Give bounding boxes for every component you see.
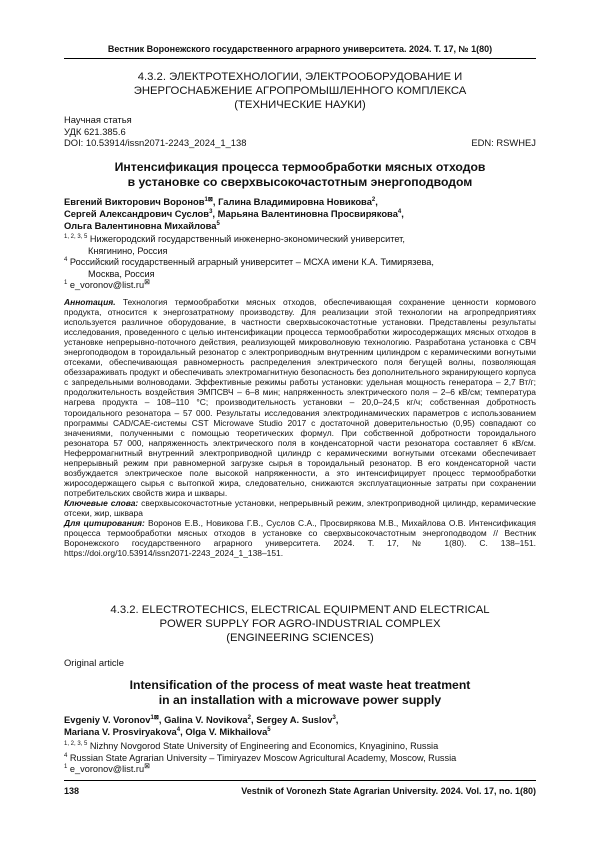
ru-affiliations: $^{1, 2, 3, 5}$ Нижегородский государственный инженерно-экономический университет, Княгинино, Россия $^4$ Российский государственный аграрный университет – МСХА имени К.А. Тимирязева, Москва, Россия $^1$ e_voronov@list.ru⊠ xyxy=(64,233,434,291)
cite-text: Воронов Е.В., Новикова Г.В., Суслов С.А., Просвирякова М.В., Михайлова О.В. Интенсификация процесса термообработки мясных отходов в установке со сверхвысокочастотным энергоподводом // Вестник Воронежского государственного аграрного университета. 2024. Т. 17, № 1(80). С. 138–151. https://doi.org/10.53914/issn2071-2243_2024_1_138–151. xyxy=(64,518,536,559)
ru-article-title: Интенсификация процесса термообработки мясных отходов в установке со сверхвысокочастотным энергоподводом xyxy=(114,160,486,189)
en-affiliations: $^{1, 2, 3, 5}$ Nizhny Novgorod State University of Engineering and Economics, Knyaginino, Russia $^4$ Russian State Agrarian University – Timiryazev Moscow Agricultural Academy, Moscow, Russia $^1$ e_voronov@list.ru⊠ xyxy=(64,740,457,775)
cite-label: Для цитирования: xyxy=(64,518,145,529)
author-sup: 3 xyxy=(209,208,213,215)
en-article-type: Original article xyxy=(64,657,124,668)
ru-article-meta xyxy=(64,114,536,149)
page-number: 138 xyxy=(64,786,80,796)
author-name: Сергей Александрович Суслов xyxy=(64,207,210,219)
author-name: Галина Владимировна Новикова xyxy=(218,196,372,207)
author-sup: 5 xyxy=(267,726,271,733)
author-name: Olga V. Mikhailova xyxy=(185,725,268,737)
running-header: Вестник Воронежского государственного аграрного университета. 2024. Т. 17, № 1(80) xyxy=(107,44,493,54)
author-sup: 1⊠ xyxy=(204,196,213,203)
en-authors: Evgeniy V. Voronov$^{1⊠}$, Galina V. Novikova$^2$, Sergey A. Suslov$^3$, Mariana V. Prosviryakova$^4$, Olga V. Mikhailova$^5$ xyxy=(64,714,339,737)
udc: УДК 621.385.6 xyxy=(64,125,126,137)
author-sup: 3 xyxy=(332,714,336,721)
envelope-icon: ⊠ xyxy=(144,279,150,287)
author-name: Марьяна Валентиновна Просвирякова xyxy=(217,207,398,219)
edn: EDN: RSWHEJ xyxy=(471,137,536,149)
ru-abstract xyxy=(64,297,536,558)
en-article-title: Intensification of the process of meat waste heat treatment in an installation with a microwave power supply xyxy=(129,678,471,707)
author-sup: 4 xyxy=(397,208,402,215)
author-name: Евгений Викторович Воронов xyxy=(64,196,205,207)
abstract-text: Технология термообработки мясных отходов, обеспечивающая сохранение ценности кормового продукта, относится к энергозатратному производству. Для реализации этой технологии на агропредприятиях используется различное оборудование, в частности сверхвысокочастотные установки. Представлены результаты исследования, проведенного с целью интенсификации процесса термообработки жиросодержащих мясных отходов в установке непрерывно-поточного действия, реализующей микроволновую технологию. Разработана установка с СВЧ энергоподводом в тороидальный резонатор с электроприводным внутренним цилиндром с керамическими вогнутыми отсеками, обеспечивающая равномерность распределения электрического поля бегущей волны, позволяющая обеззараживать продукт и обеспечивать электромагнитную безопасность без дополнительного экранирующего корпуса с запредельными волноводами. Эффективные режимы работы установки: удельная мощность генератора – 2,7 Вт/г; продолжительность воздействия ЭМПСВЧ – 6–8 мин; напряженность электрического поля – 2–6 кВ/см; температура нагрева продукта – 108–110 °С; производительность установки – 20,0–24,5 кг/ч; собственная добротность тороидального резонатора – 57 000. Результаты исследования электродинамических параметров с использованием программы CAD/CAE-системы CST Microwave Studio 2017 с достаточной доверительностью (0,95) совпадают со значениями, полученными с помощью теоретических формул. При собственной добротности тороидального резонатора 57 000, напряженность электрического поля в конденсаторной части резонатора составляет 6 кВ/см. Неферромагнитный внутренний электроприводной цилиндр с керамическими вогнутыми отсеками обеспечивает непрерывный режим при равномерной загрузке сырья в тороидальный резонатор. В его конденсаторной части возбуждается электрическое поле высокой напряженности, а это интенсифицирует процесс термообработки жиросодержащего сырья с вытопкой жира, следовательно, снижаются эксплуатационные затраты при сохранении потребительских свойств жира и шквары. xyxy=(64,297,536,498)
author-sup: 4 xyxy=(176,726,181,733)
keywords-label: Ключевые слова: xyxy=(64,497,139,508)
author-name: Mariana V. Prosviryakova xyxy=(64,725,177,737)
author-sup: 5 xyxy=(216,220,220,227)
author-email[interactable]: e_voronov@list.ru xyxy=(69,280,145,291)
en-section-heading: 4.3.2. ELECTROTECHICS, ELECTRICAL EQUIPMENT AND ELECTRICAL POWER SUPPLY FOR AGRO-INDUSTRIAL COMPLEX (ENGINEERING SCIENCES) xyxy=(110,604,490,644)
author-email[interactable]: e_voronov@list.ru xyxy=(69,764,145,775)
envelope-icon: ⊠ xyxy=(144,763,150,771)
footer-journal: Vestnik of Voronezh State Agrarian University. 2024. Vol. 17, no. 1(80) xyxy=(241,786,536,796)
author-sup: 1⊠ xyxy=(150,714,159,721)
footer-rule xyxy=(64,780,536,781)
ru-section-heading: 4.3.2. ЭЛЕКТРОТЕХНОЛОГИИ, ЭЛЕКТРООБОРУДОВАНИЕ И ЭНЕРГОСНАБЖЕНИЕ АГРОПРОМЫШЛЕННОГО КОМПЛЕКСА (ТЕХНИЧЕСКИЕ НАУКИ) xyxy=(133,71,467,111)
author-name: Galina V. Novikova xyxy=(164,714,248,725)
keywords-text: сверхвысокочастотные установки, непрерывный режим, электроприводной цилиндр, керамические отсеки, жир, шквара xyxy=(64,497,536,518)
author-sup: 2 xyxy=(371,196,376,203)
ru-authors: Евгений Викторович Воронов$^{1⊠}$, Галина Владимировна Новикова$^2$, Сергей Александрович Суслов$^3$, Марьяна Валентиновна Просвирякова$^4$, Ольга Валентиновна Михайлова$^5$ xyxy=(64,196,404,231)
header-rule xyxy=(64,58,536,59)
author-name: Evgeniy V. Voronov xyxy=(64,714,151,725)
author-name: Ольга Валентиновна Михайлова xyxy=(64,219,217,231)
doi: DOI: 10.53914/issn2071-2243_2024_1_138 xyxy=(64,137,247,149)
abstract-label: Аннотация. xyxy=(64,297,116,307)
article-type: Научная статья xyxy=(64,114,132,125)
author-sup: 2 xyxy=(247,714,251,721)
author-name: Sergey A. Suslov xyxy=(256,714,333,725)
